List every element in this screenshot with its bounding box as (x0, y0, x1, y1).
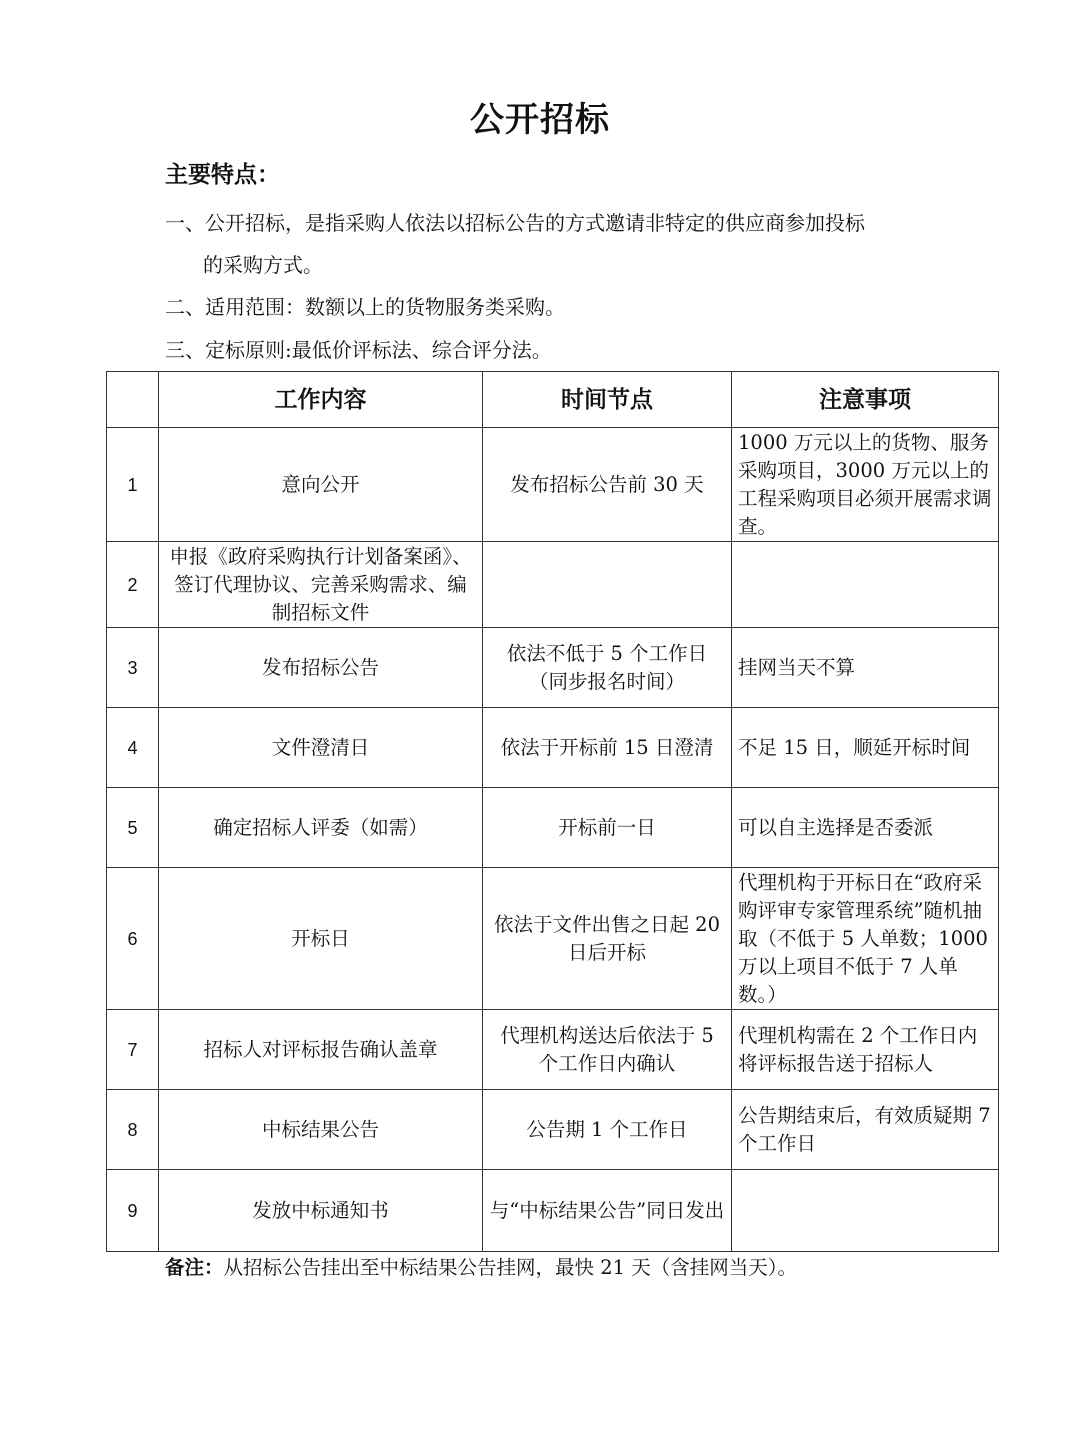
procedure-table (106, 371, 999, 1252)
header-time: 时间节点 (483, 372, 732, 428)
row-time: 依法不低于 5 个工作日（同步报名时间） (483, 628, 732, 708)
feature-item-3: 三、定标原则:最低价评标法、综合评分法。 (165, 338, 552, 362)
row-time: 代理机构送达后依法于 5 个工作日内确认 (483, 1010, 732, 1090)
table-row (107, 628, 999, 708)
row-note: 代理机构需在 2 个工作日内将评标报告送于招标人 (732, 1010, 999, 1090)
row-content: 中标结果公告 (159, 1090, 483, 1170)
row-number: 5 (107, 788, 159, 868)
row-content: 意向公开 (159, 428, 483, 542)
row-note: 代理机构于开标日在“政府采购评审专家管理系统”随机抽取（不低于 5 人单数；1000 万以上项目不低于 7 人单数。） (732, 868, 999, 1010)
table-row (107, 1090, 999, 1170)
remark-label: 备注： (165, 1256, 224, 1279)
table-row (107, 1170, 999, 1252)
table-row (107, 788, 999, 868)
row-time: 与“中标结果公告”同日发出 (483, 1170, 732, 1252)
row-content: 发布招标公告 (159, 628, 483, 708)
table-row (107, 542, 999, 628)
row-time: 开标前一日 (483, 788, 732, 868)
row-time: 公告期 1 个工作日 (483, 1090, 732, 1170)
header-number (107, 372, 159, 428)
feature-item-1-continued: 的采购方式。 (203, 253, 323, 277)
feature-item-1: 一、公开招标，是指采购人依法以招标公告的方式邀请非特定的供应商参加投标 (165, 211, 865, 235)
row-time: 依法于开标前 15 日澄清 (483, 708, 732, 788)
row-number: 8 (107, 1090, 159, 1170)
row-time (483, 542, 732, 628)
remark (165, 1254, 797, 1282)
row-note: 挂网当天不算 (732, 628, 999, 708)
row-number: 2 (107, 542, 159, 628)
table-row (107, 428, 999, 542)
row-note (732, 1170, 999, 1252)
features-heading: 主要特点： (165, 162, 280, 188)
row-number: 7 (107, 1010, 159, 1090)
header-note: 注意事项 (732, 372, 999, 428)
row-number: 4 (107, 708, 159, 788)
row-content: 文件澄清日 (159, 708, 483, 788)
remark-text: 从招标公告挂出至中标结果公告挂网，最快 21 天（含挂网当天）。 (223, 1256, 797, 1279)
row-number: 3 (107, 628, 159, 708)
row-number: 9 (107, 1170, 159, 1252)
row-time: 发布招标公告前 30 天 (483, 428, 732, 542)
row-time: 依法于文件出售之日起 20 日后开标 (483, 868, 732, 1010)
row-content: 确定招标人评委（如需） (159, 788, 483, 868)
row-content: 开标日 (159, 868, 483, 1010)
table-header-row (107, 372, 999, 428)
table-row (107, 1010, 999, 1090)
header-content: 工作内容 (159, 372, 483, 428)
table-row (107, 868, 999, 1010)
row-number: 1 (107, 428, 159, 542)
row-note: 不足 15 日，顺延开标时间 (732, 708, 999, 788)
page-title: 公开招标 (470, 100, 610, 140)
row-note: 公告期结束后，有效质疑期 7 个工作日 (732, 1090, 999, 1170)
row-note: 可以自主选择是否委派 (732, 788, 999, 868)
row-content: 发放中标通知书 (159, 1170, 483, 1252)
row-number: 6 (107, 868, 159, 1010)
table-row (107, 708, 999, 788)
row-content: 申报《政府采购执行计划备案函》、签订代理协议、完善采购需求、编制招标文件 (159, 542, 483, 628)
feature-item-2: 二、适用范围：数额以上的货物服务类采购。 (165, 295, 565, 319)
row-content: 招标人对评标报告确认盖章 (159, 1010, 483, 1090)
row-note: 1000 万元以上的货物、服务采购项目，3000 万元以上的工程采购项目必须开展需求调查。 (732, 428, 999, 542)
row-note (732, 542, 999, 628)
